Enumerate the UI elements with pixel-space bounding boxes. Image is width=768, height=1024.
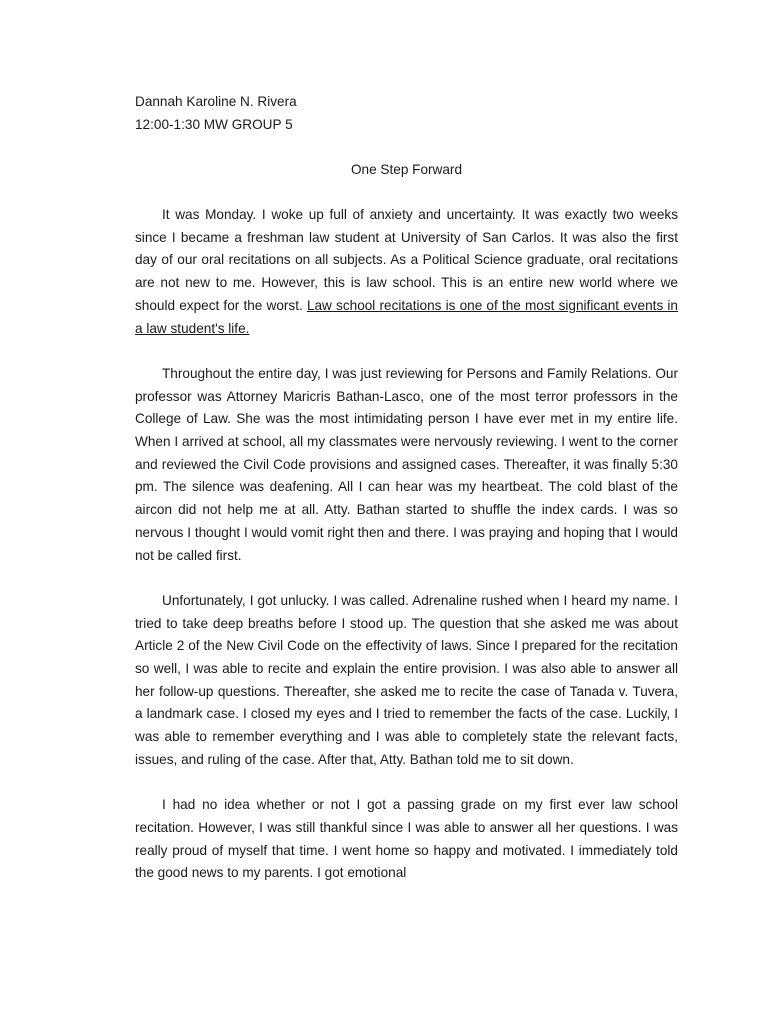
document-header	[135, 91, 695, 136]
document-title: One Step Forward	[350, 162, 463, 177]
paragraph-1-text: It was Monday. I woke up full of anxiety and uncertainty. It was exactly two weeks since I became a freshman law student at University of San Carlos. It was also the first day of our oral recitations on all subjects. As a Political Science graduate, oral recitations are not new to me. However, this is law school. This is an entire new world where we should expect for the worst.	[135, 207, 678, 313]
paragraph-3: Unfortunately, I got unlucky. I was called. Adrenaline rushed when I heard my name. I tried to take deep breaths before I stood up. The question that she asked me was about Article 2 of the New Civil Code on the effectivity of laws. Since I prepared for the recitation so well, I was able to recite and explain the entire provision. I was also able to answer all her follow-up questions. Thereafter, she asked me to recite the case of Tanada v. Tuvera, a landmark case. I closed my eyes and I tried to remember the facts of the case. Luckily, I was able to remember everything and I was able to completely state the relevant facts, issues, and ruling of the case. After that, Atty. Bathan told me to sit down.	[135, 592, 678, 767]
paragraph-1	[135, 204, 678, 340]
underlined-sentence: Law school recitations is one of the most significant events in a law student's life.	[135, 297, 678, 336]
author-name: Dannah Karoline N. Rivera	[135, 94, 297, 109]
document-body	[135, 204, 678, 885]
paragraph-2: Throughout the entire day, I was just reviewing for Persons and Family Relations. Our professor was Attorney Maricris Bathan-Lasco, one of the most terror professors in the College of Law. She was the most intimidating person I have ever met in my entire life. When I arrived at school, all my classmates were nervously reviewing. I went to the corner and reviewed the Civil Code provisions and assigned cases. Thereafter, it was finally 5:30 pm. The silence was deafening. All I can hear was my heartbeat. The cold blast of the aircon did not help me at all. Atty. Bathan started to shuffle the index cards. I was so nervous I thought I would vomit right then and there. I was praying and hoping that I would not be called first.	[135, 365, 678, 563]
paragraph-4: I had no idea whether or not I got a passing grade on my first ever law school recitation. However, I was still thankful since I was able to answer all her questions. I was really proud of myself that time. I went home so happy and motivated. I immediately told the good news to my parents. I got emotional	[135, 797, 678, 881]
class-schedule: 12:00-1:30 MW GROUP 5	[135, 116, 293, 132]
